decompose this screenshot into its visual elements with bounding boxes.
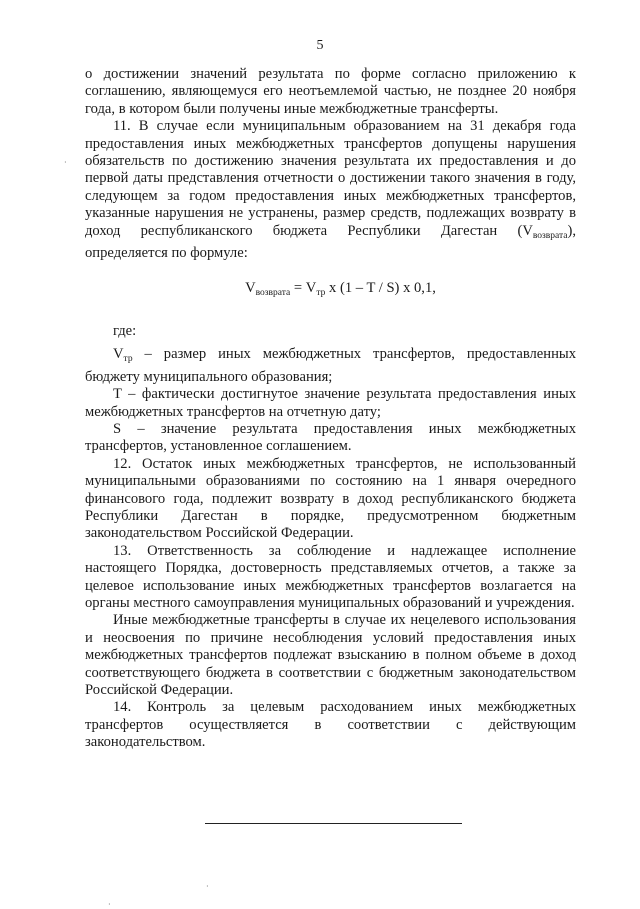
closing-rule <box>205 823 462 824</box>
paragraph-11 <box>85 118 576 262</box>
formula-sub-vozvrata: возврата <box>255 288 291 299</box>
paragraph-14: 14. Контроль за целевым расходованием иных межбюджетных трансфертов осуществляется в соответствии с действующим законодательством. <box>85 699 576 751</box>
scan-speck: · <box>108 900 111 909</box>
paragraph-11-subscript: возврата <box>532 230 568 241</box>
formula-sub-tr: тр <box>316 288 326 299</box>
paragraph-11-text: 11. В случае если муниципальным образованием на 31 декабря года предоставления иных межбюджетных трансфертов допущены нарушения обязательств по достижению значения результата их предоставления и до первой даты представления отчетности о достижении такого значения в году, следующем за годом предоставления иных межбюджетных трансфертов, указанные нарушения не устранены, размер средств, подлежащих возврату в доход республиканского бюджета Республики Дагестан (V <box>85 118 576 239</box>
definition-vtr-subscript: тр <box>123 354 133 365</box>
paragraph-continuation: о достижении значений результата по форме согласно приложению к соглашению, являющемуся его неотъемлемой частью, не позднее 20 ноября года, в котором были получены иные межбюджетные трансферты. <box>85 66 576 117</box>
definition-t: T – фактически достигнутое значение результата предоставления иных межбюджетных трансфертов на отчетную дату; <box>85 386 576 420</box>
definition-vtr <box>85 346 576 386</box>
definition-vtr-text: – размер иных межбюджетных трансфертов, предоставленных бюджету муниципального образования; <box>85 346 576 385</box>
formula <box>85 280 576 302</box>
where-label: где: <box>113 322 137 339</box>
paragraph-12: 12. Остаток иных межбюджетных трансфертов, не использованный муниципальными образованиями по состоянию на 1 января очередного финансового года, подлежит возврату в доход республиканского бюджета Республики Дагестан в порядке, предусмотренном бюджетным законодательством Российской Федерации. <box>85 455 576 542</box>
definition-vtr-symbol: V <box>113 346 124 363</box>
definition-s: S – значение результата предоставления иных межбюджетных трансфертов, установленное соглашением. <box>85 420 576 455</box>
scan-speck: · <box>64 158 67 167</box>
page-number: 5 <box>316 38 324 53</box>
formula-expression: x (1 – T / S) x 0,1, <box>325 280 436 297</box>
document-body <box>85 66 576 752</box>
formula-equals-v: = V <box>290 280 317 297</box>
paragraph-13: 13. Ответственность за соблюдение и надлежащее исполнение настоящего Порядка, достоверность представляемых отчетов, а также за целевое использование иных межбюджетных трансфертов возлагается на органы местного самоуправления муниципальных образований и учреждения. <box>85 542 576 611</box>
formula-v: V <box>245 280 256 297</box>
paragraph-11-tail: ), определяется по формуле: <box>85 222 576 262</box>
paragraph-13-continued: Иные межбюджетные трансферты в случае их нецелевого использования и неосвоения по причине несоблюдения условий предоставления иных межбюджетных трансфертов подлежат взысканию в полном объеме в доход соответствующего бюджета в соответствии с бюджетным законодательством Российской Федерации. <box>85 612 576 698</box>
scan-speck: · <box>206 882 209 891</box>
